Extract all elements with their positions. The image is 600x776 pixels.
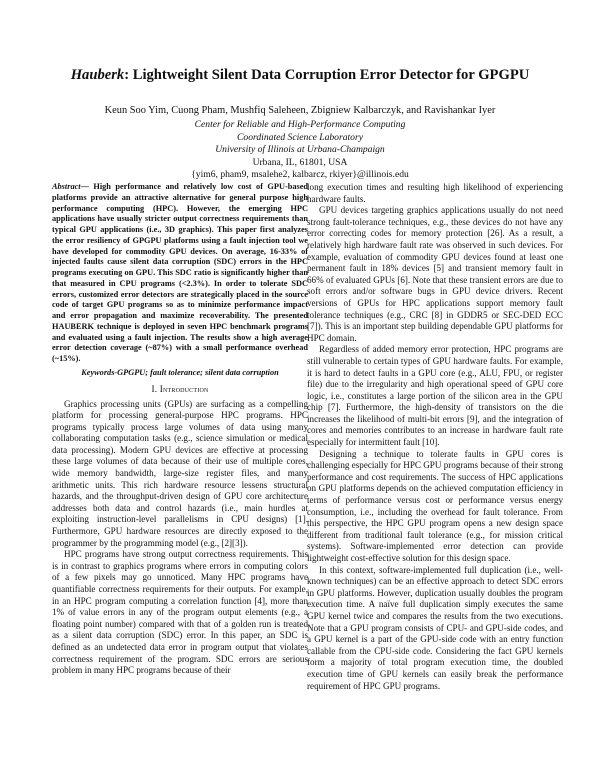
affiliation-lab: Coordinated Science Laboratory — [237, 131, 363, 143]
body-paragraph: Graphics processing units (GPUs) are surfacing as a compelling platform for processing general-purpose HPC programs. HPC programs typically process large volumes of data using many collaborating computation tasks (e.g., science simulation or medical data processing). Modern GPU devices are effective at processing these large volumes of data because of their use of multiple cores, wide memory bandwidth, large-size register files, and many arithmetic units. This rich hardware resource lessens structural hazards, and the throughput-driven design of GPU core architecture addresses both data and control hazards (i.e., main hurdles at exploiting instruction-level parallelisms in CPU designs) [1]. Furthermore, GPU hardware resources are directly exposed to the programmer by the programming model (e.g., [2][3]). — [52, 398, 308, 548]
paper-title — [40, 66, 560, 84]
title-rest: : Lightweight Silent Data Corruption Error Detector for GPGPU — [124, 67, 530, 83]
body-paragraph: HPC programs have strong output correctness requirements. This is in contrast to graphics programs where errors in computing colors of a few pixels may go unnoticed. Many HPC programs have quantifiable correctness requirements for their outputs. For example, in an HPC program computing a correlation function [4], more than 1% of value errors in any of the program output elements (e.g., a floating point number) compared with that of a golden run is treated as a silent data corruption (SDC) error. In this paper, an SDC is defined as an undetected data error in program output that violates correctness requirement of the program. SDC errors are serious problem in many HPC programs because of their — [52, 549, 308, 676]
body-paragraph: long execution times and resulting high likelihood of experiencing hardware faults. — [307, 182, 563, 204]
left-column — [52, 182, 308, 677]
title-system-name: Hauberk — [70, 67, 125, 83]
keywords: Keywords-GPGPU; fault tolerance; silent data corruption — [81, 367, 279, 377]
body-paragraph: In this context, software-implemented full duplication (i.e., well-known techniques) can be an effective approach to detect SDC errors in GPU platforms. However, duplication usually doubles the program execution time. A naïve full duplication simply executes the same GPU kernel twice and compares the results from the two executions. Note that a GPU program consists of CPU- and GPU-side codes, and a GPU kernel is a part of the GPU-side code with an entry function callable from the CPU-side code. Considering the fact GPU kernels form a majority of total program execution time, the doubled execution time of GPU kernels can easily break the performance requirement of HPC GPU programs. — [307, 564, 563, 691]
affiliation-university: University of Illinois at Urbana-Champaign — [215, 144, 385, 155]
body-paragraph: GPU devices targeting graphics applications usually do not need strong fault-tolerance techniques, e.g., these devices do not have any error correcting codes for memory protection [26]. As a result, a relatively high hardware fault rate was observed in such devices. For example, evaluation of commodity GPU devices found at least one permanent fault in 18% devices [5] and transient memory fault in 66% of evaluated GPUs [6]. Note that these transient errors are due to soft errors and/or software bugs in GPU device drivers. Recent versions of GPUs for HPC applications support memory fault tolerance techniques (e.g., CRC [8] in GDDR5 or SEC-DED ECC [7]). This is an important step building dependable GPU platforms for HPC domain. — [307, 205, 563, 343]
body-paragraph: Regardless of added memory error protection, HPC programs are still vulnerable to certain types of GPU hardware faults. For example, it is hard to detect faults in a GPU core (e.g., ALU, FPU, or register file) due to the irregularity and high operational speed of GPU core logic, i.e., constitutes a large portion of the silicon area in the GPU chip [7]. Furthermore, the high-density of transistors on the die increases the likelihood of multi-bit errors [9], and the integration of cores and memories contributes to an increase in hardware fault rate especially for intermittent fault [10]. — [307, 344, 563, 448]
author-emails: {yim6, pham9, msalehe2, kalbarcz, rkiyer}@illinois.edu — [191, 169, 409, 180]
author-list: Keun Soo Yim, Cuong Pham, Mushfiq Saleheen, Zbigniew Kalbarczyk, and Ravishankar Iyer — [104, 105, 496, 116]
affiliation-center: Center for Reliable and High-Performance Computing — [194, 119, 406, 130]
abstract-label: Abstract — [52, 182, 81, 191]
body-paragraph: Designing a technique to tolerate faults in GPU cores is challenging especially for HPC GPU programs because of their strong performance and cost requirements. The success of HPC applications on GPU platforms depends on the achieved computation efficiency in terms of performance versus cost or performance versus energy consumption, i.e., including the overhead for fault tolerance. From this perspective, the HPC GPU program opens a new design space different from traditional fault tolerance (e.g., for mission critical systems). Software-implemented error detection can provide lightweight cost-effective solution for this design space. — [307, 448, 563, 563]
right-column — [307, 182, 563, 692]
affiliation-city: Urbana, IL, 61801, USA — [252, 156, 348, 168]
section-heading-introduction: I. Introduction — [151, 383, 209, 394]
abstract — [52, 182, 308, 365]
abstract-text: — High performance and relatively low cost of GPU-based platforms provide an attractive alternative for general purpose high performance computing (HPC). However, the emerging HPC applications have usually stricter output correctness requirements than typical GPU applications (i.e., 3D graphics). This paper first analyzes the error resiliency of GPGPU platforms using a fault injection tool we have developed for commodity GPU devices. On average, 16-33% of injected faults cause silent data corruption (SDC) errors in the HPC programs executing on GPU. This SDC ratio is significantly higher than that measured in CPU programs (<2.3%). In order to tolerate SDC errors, customized error detectors are strategically placed in the source code of target GPU programs so as to minimize performance impact and error propagation and maximize recoverability. The presented HAUBERK technique is deployed in seven HPC benchmark programs and evaluated using a fault injection. The results show a high average error detection coverage (~87%) with a small performance overhead (~15%). — [52, 182, 308, 363]
